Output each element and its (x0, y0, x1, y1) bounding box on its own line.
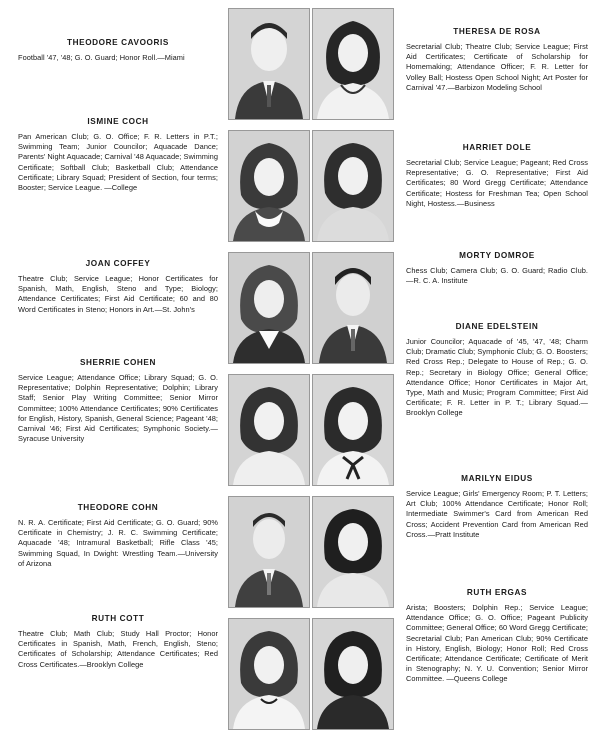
student-bio: Secretarial Club; Theatre Club; Service League; First Aid Certificates; Certificate of Scholarship for Homemaking; Attendance Officer; F. R. Letter for Volley Ball; Hostess Open School Night; Art Poster for Carnival '47.—Barbizon Modeling School (406, 42, 588, 92)
female-portrait-icon (313, 375, 393, 485)
student-name: HARRIET DOLE (462, 143, 532, 152)
portrait-photo (312, 374, 394, 486)
student-bio: Chess Club; Camera Club; G. O. Guard; Radio Club.—R. C. A. Institute (406, 266, 588, 286)
student-bio: Theatre Club; Service League; Honor Certificates for Spanish, Math, English, Steno and Type; Biology; Attendance Certificates; First Aid Certificate; 60 and 80 Word Certificates in Steno; Honors in Art.—St. John's (18, 274, 218, 314)
male-portrait-icon (229, 9, 309, 119)
portrait-photo (312, 252, 394, 364)
portrait-photo (228, 374, 310, 486)
student-name: DIANE EDELSTEIN (455, 322, 539, 331)
portrait-photo (228, 496, 310, 608)
student-name: JOAN COFFEY (85, 259, 151, 268)
male-portrait-icon (229, 497, 309, 607)
portrait-photo (312, 618, 394, 730)
portrait-photo (228, 618, 310, 730)
entry-domroe (406, 251, 588, 286)
entry-sherrie-cohen (18, 358, 218, 444)
female-portrait-icon (313, 9, 393, 119)
student-bio: Pan American Club; G. O. Office; F. R. Letters in P.T.; Swimming Team; Junior Councilor; Aquacade Dance; Parents' Night Aquacade; Carnival '48 Aquacade; Swimming Certificate; Softball Club; Basketball Club; Attendance Certificate; Library Squad; President of Section, four terms; Booster; Service League. —College (18, 132, 218, 193)
entry-coch (18, 117, 218, 193)
student-name: ISMINE COCH (87, 117, 149, 126)
student-bio: Secretarial Club; Service League; Pageant; Red Cross Representative; G. O. Representative; First Aid Certificates; 80 Word Gregg Certificate; Attendance Certificate; Hostess for Freshman Tea; Open School Night, Hostess.—Business (406, 158, 588, 208)
female-portrait-icon (229, 253, 309, 363)
portrait-photo (312, 496, 394, 608)
portrait-photo (228, 8, 310, 120)
student-name: RUTH COTT (91, 614, 145, 623)
student-name: SHERRIE COHEN (79, 358, 157, 367)
student-name: THEODORE COHN (77, 503, 159, 512)
female-portrait-icon (313, 131, 393, 241)
entry-coffey (18, 259, 218, 315)
entry-edelstein (406, 322, 588, 419)
female-portrait-icon (313, 619, 393, 729)
student-bio: Junior Councilor; Aquacade of '45, '47, '48; Charm Club; Dramatic Club; Symphonic Club; G. O. Boosters; Red Cross Rep.; Delegate to House of Rep.; G. O. Rep.; Secretary in Biology Office; General Office; Attendance Office; Honor Certificates in Major Art, Type, Math and Music; Program Committee; First Aid Certificate; F. R. Letter in P. T.; Library Squad.—Brooklyn College (406, 337, 588, 418)
entry-dole (406, 143, 588, 209)
entry-cavooris (18, 38, 218, 63)
student-name: MARILYN EIDUS (461, 474, 533, 483)
left-column (18, 0, 218, 747)
portrait-photo (228, 130, 310, 242)
portrait-grid (224, 8, 396, 739)
student-name: MORTY DOMROE (459, 251, 535, 260)
portrait-photo (312, 8, 394, 120)
student-bio: Arista; Boosters; Dolphin Rep.; Service League; Attendance Office; G. O. Office; Pageant Publicity Committee; General Office; 60 Word Gregg Certificate; Secretarial Club; Pan American Club; 90% Certificate in History, English, Biology; Honor Roll; Red Cross Certificate; Attendance Certificate; Certificate of Merit in Stenography; N. Y. U. Convention; Senior Mirror Committee. —Queens College (406, 603, 588, 684)
entry-theodore-cohn (18, 503, 218, 569)
entry-eidus (406, 474, 588, 540)
student-bio: Football '47, '48; G. O. Guard; Honor Roll.—Miami (18, 53, 185, 62)
right-column (406, 0, 588, 747)
student-name: THERESA DE ROSA (453, 27, 541, 36)
entry-de-rosa (406, 27, 588, 93)
entry-ergas (406, 588, 588, 685)
student-name: RUTH ERGAS (466, 588, 528, 597)
student-bio: Service League; Attendance Office; Library Squad; G. O. Representative; Dolphin Representative; Dolphin; Library Staff; Senior Play Writing Committee; Senior Mirror Committee; 100% Attendance Certificates; 90% Certificates for English, History, Spanish, General Science; Pageant '48; Carnival '46; First Aid Certificates; Symphonic Society.—Syracuse University (18, 373, 218, 444)
student-name: THEODORE CAVOORIS (67, 38, 169, 47)
student-bio: Service League; Girls' Emergency Room; P. T. Letters; Art Club; 100% Attendance Certificate; Honor Roll; Intermediate Swimmer's Card from American Red Cross; Accident Prevention Card from American Red Cross.—Pratt Institute (406, 489, 588, 539)
portrait-photo (228, 252, 310, 364)
female-portrait-icon (229, 375, 309, 485)
entry-cott (18, 614, 218, 670)
portrait-photo (312, 130, 394, 242)
male-portrait-icon (313, 253, 393, 363)
female-portrait-icon (229, 131, 309, 241)
female-portrait-icon (229, 619, 309, 729)
student-bio: Theatre Club; Math Club; Study Hall Proctor; Honor Certificates in Spanish, Math, French, English, Steno; Certificates of Scholarship; Attendance Certificates; Red Cross Certificates.—Brooklyn College (18, 629, 218, 669)
student-bio: N. R. A. Certificate; First Aid Certificate; G. O. Guard; 90% Certificate in Chemistry; J. R. C. Swimming Certificate; Aquacade '48; Intramural Basketball; Rifle Class '45; Swimming Squad, In Dwight: Wrestling Team.—University of Arizona (18, 518, 218, 568)
female-portrait-icon (313, 497, 393, 607)
